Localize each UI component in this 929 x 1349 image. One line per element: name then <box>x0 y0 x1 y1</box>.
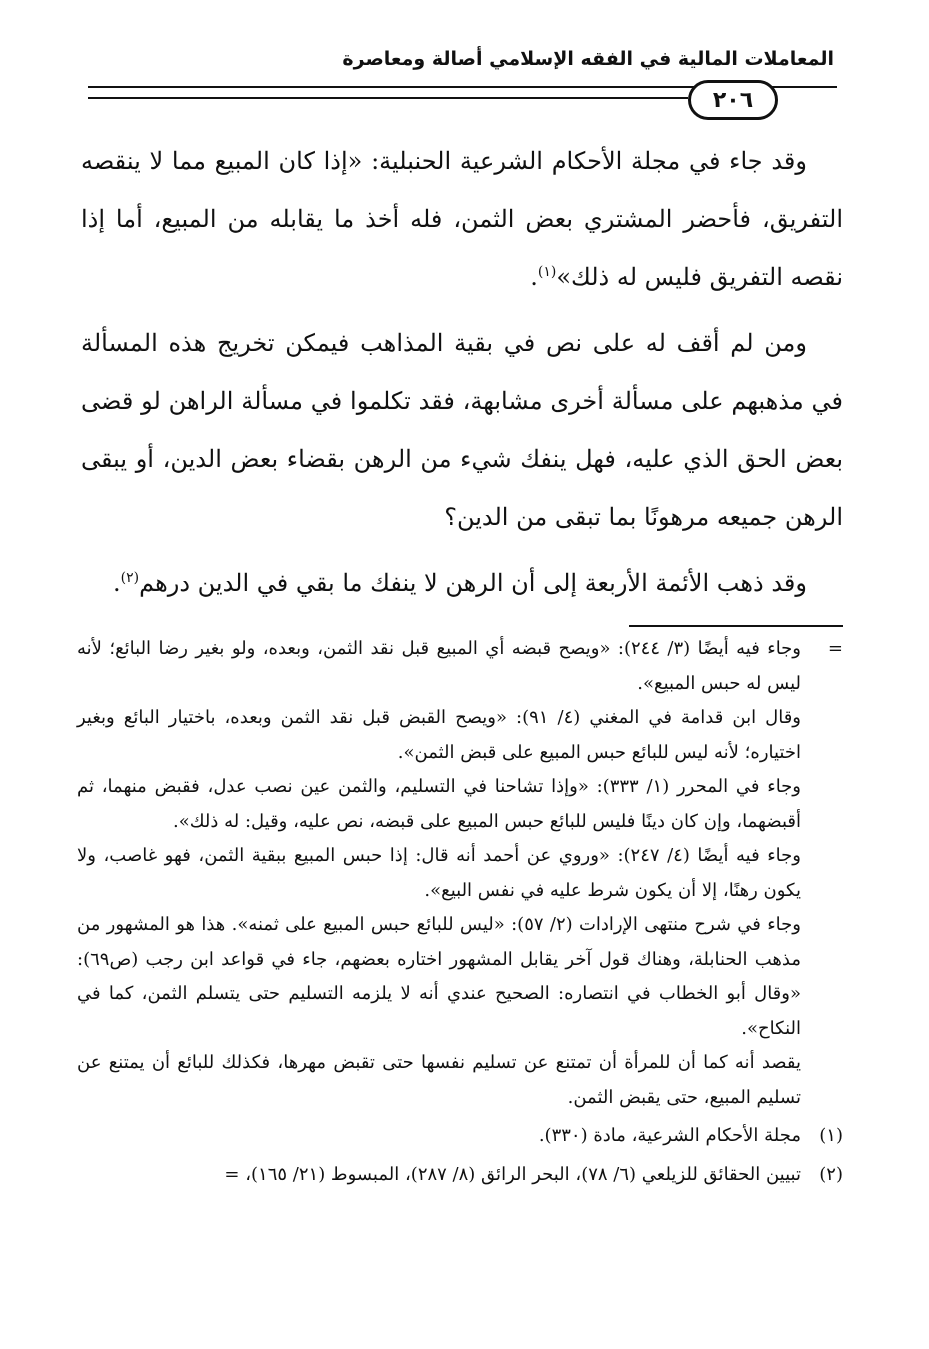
paragraph <box>81 314 843 546</box>
footnotes <box>77 632 843 1192</box>
running-title: المعاملات المالية في الفقه الإسلامي أصالة ومعاصرة <box>342 48 834 70</box>
footnote-separator <box>629 625 843 627</box>
footnote-paragraph: وجاء في شرح منتهى الإرادات (٢/ ٥٧): «ليس للبائع حبس المبيع على ثمنه». هذا هو المشهور من مذهب الحنابلة، وهناك قول آخر يقابل المشهور اختاره بعضهم، جاء في قواعد ابن رجب (ص٦٩): «وقال أبو الخطاب في انتصاره: الصحيح عندي أنه لا يلزمه التسليم حتى يتسلم الثمن، كما في النكاح». <box>77 914 801 1039</box>
header-rule-lower <box>88 97 688 99</box>
footnote-1 <box>77 1119 843 1154</box>
footnote-number: (٢) <box>819 1163 843 1185</box>
footnote-number: (١) <box>819 1125 843 1146</box>
footnote-ref: (١) <box>537 264 557 280</box>
footnote-paragraph: وقال ابن قدامة في المغني (٤/ ٩١): «ويصح القبض قبل نقد الثمن وبعده، باختيار البائع وبغير اختياره؛ لأنه ليس للبائع حبس المبيع على قبض الثمن». <box>77 707 801 763</box>
main-text <box>81 132 843 620</box>
footnote-text: مجلة الأحكام الشرعية، مادة (٣٣٠). <box>538 1125 801 1146</box>
footnote-paragraph: وجاء فيه أيضًا (٣/ ٢٤٤): «ويصح قبضه أي المبيع قبل نقد الثمن، وبعده، ولو بغير رضا البائع؛ لأنه ليس له حبس المبيع». <box>77 638 801 694</box>
paragraph-text: وقد ذهب الأئمة الأربعة إلى أن الرهن لا ينفك ما بقي في الدين درهم <box>139 569 807 597</box>
paragraph-tail: . <box>530 263 538 291</box>
paragraph <box>81 132 843 306</box>
paragraph-tail: . <box>112 569 121 597</box>
footnote-paragraph: وجاء في المحرر (١/ ٣٣٣): «وإذا تشاحنا في التسليم، والثمن عين نصب عدل، فقبض منهما، ثم أقبضهما، وإن كان دينًا فليس للبائع حبس المبيع على قبضه، نص عليه، وقيل: له ذلك». <box>77 776 801 832</box>
footnote-continuation <box>77 632 843 1115</box>
footnote-paragraph: يقصد أنه كما أن للمرأة أن تمتنع عن تسليم نفسها حتى تقبض مهرها، فكذلك للبائع أن يمتنع عن تسليم المبيع، حتى يقبض الثمن. <box>77 1052 801 1108</box>
page-number: ٢٠٦ <box>688 80 778 120</box>
footnote-text: تبيين الحقائق للزيلعي (٦/ ٧٨)، البحر الرائق (٨/ ٢٨٧)، المبسوط (٢١/ ١٦٥)، = <box>224 1163 801 1185</box>
footnote-2 <box>77 1158 843 1193</box>
paragraph-text: وقد جاء في مجلة الأحكام الشرعية الحنبلية: «إذا كان المبيع مما لا ينقصه التفريق، فأحضر المشتري بعض الثمن، فله أخذ ما يقابله من المبيع، أما إذا نقصه التفريق فليس له ذلك» <box>81 147 843 291</box>
paragraph <box>81 554 843 612</box>
continuation-mark: = <box>827 638 843 659</box>
paragraph-text: ومن لم أقف له على نص في بقية المذاهب فيمكن تخريج هذه المسألة في مذهبهم على مسألة أخرى مشابهة، فقد تكلموا في مسألة الراهن لو قضى بعض الحق الذي عليه، فهل ينفك شيء من الرهن بقضاء بعض الدين، أو يبقى الرهن جميعه مرهونًا بما تبقى من الدين؟ <box>81 329 843 531</box>
footnote-ref: (٢) <box>120 570 140 586</box>
footnote-paragraph: وجاء فيه أيضًا (٤/ ٢٤٧): «وروي عن أحمد أنه قال: إذا حبس المبيع ببقية الثمن، فهو غاصب، ولا يكون رهنًا، إلا أن يكون شرط عليه في نفس البيع». <box>77 845 801 901</box>
